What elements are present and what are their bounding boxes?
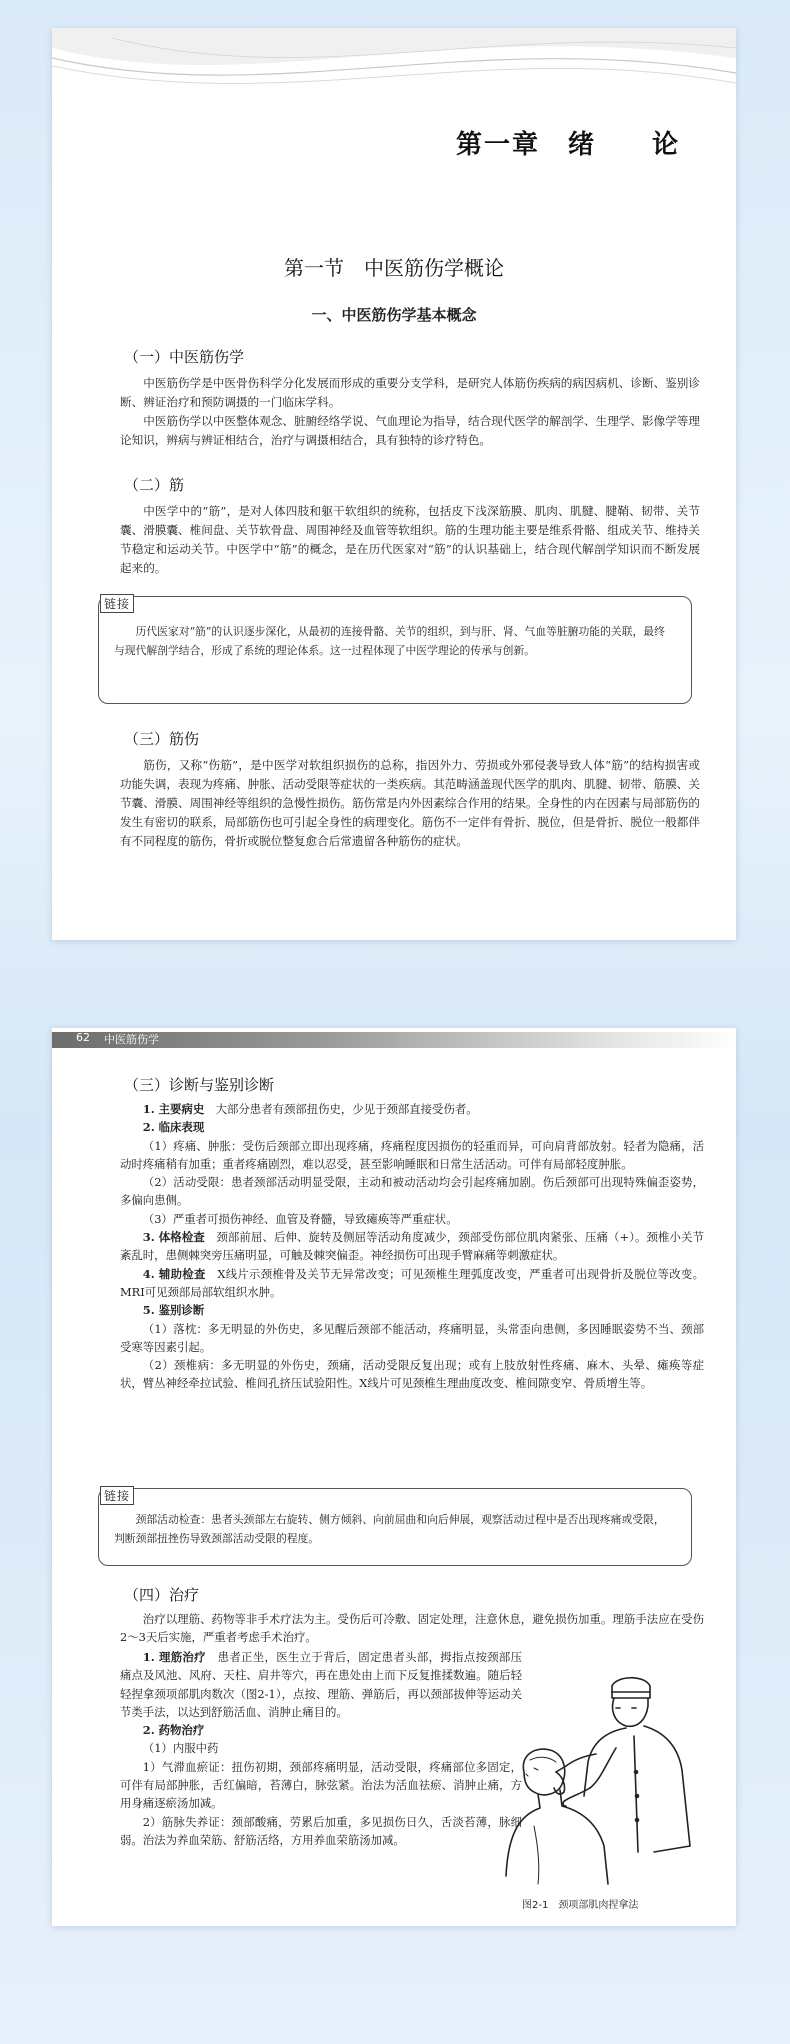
heading-treatment: （四）治疗 [124,1586,200,1604]
treatment-content [120,1648,522,1849]
paragraph-text: 治疗以理筋、药物等非手术疗法为主。受伤后可冷敷、固定处理，注意休息，避免损伤加重。理筋手法应在受伤2～3天后实施，严重者考虑手术治疗。 [120,1612,704,1645]
heading-diagnosis: （三）诊断与鉴别诊断 [124,1076,275,1094]
paragraph-text: （1）落枕：多无明显的外伤史，多见醒后颈部不能活动，疼痛明显，头常歪向患侧，多因睡眠姿势不当、颈部受寒等因素引起。 [120,1321,704,1354]
list-item [120,1265,704,1302]
link-text: 颈部活动检查：患者头颈部左右旋转、侧方倾斜、向前屈曲和向后伸展，观察活动过程中是否出现疼痛或受限，判断颈部扭挫伤导致颈部活动受限的程度。 [114,1513,665,1545]
paragraph-text: （3）严重者可损伤神经、血管及脊髓，导致瘫痪等严重症状。 [142,1211,458,1226]
list-item [120,1100,704,1118]
paragraph-text: 筋伤，又称“伤筋”，是中医学对软组织损伤的总称，指因外力、劳损或外邪侵袭导致人体“筋”的结构损害或功能失调，表现为疼痛、肿胀、活动受限等症状的一类疾病。其范畴涵盖现代医学的肌肉、肌腱、韧带、筋膜、关节囊、滑膜、周围神经等组织的急慢性损伤。筋伤常是内外因素综合作用的结果。全身性的内在因素与局部筋伤的发生有密切的联系，局部筋伤也可引起全身性的病理变化。筋伤不一定伴有骨折、脱位，但是骨折、脱位一般都伴有不同程度的筋伤，骨折或脱位整复愈合后常遗留各种筋伤的症状。 [120,758,700,848]
paragraph-text: 中医学中的“筋”，是对人体四肢和躯干软组织的统称，包括皮下浅深筋膜、肌肉、肌腱、腱鞘、韧带、关节囊、滑膜囊、椎间盘、关节软骨盘、周围神经及血管等软组织。筋的生理功能主要是维系骨骼、组成关节、维持关节稳定和运动关节。中医学中“筋”的概念，是在历代医家对“筋”的认识基础上，结合现代解剖学知识而不断发展起来的。 [120,504,700,575]
paragraph-text: 2）筋脉失养证：颈部酸痛，劳累后加重，多见损伤日久，舌淡苔薄，脉细弱。治法为养血荣筋、舒筋活络，方用养血荣筋汤加减。 [120,1814,522,1847]
item-text: X线片示颈椎骨及关节无异常改变；可见颈椎生理弧度改变，严重者可出现骨折及脱位等改变。MRI可见颈部局部软组织水肿。 [120,1266,704,1299]
paragraph-text: 1）气滞血瘀证：扭伤初期，颈部疼痛明显，活动受限，疼痛部位多固定，可伴有局部肿胀，舌红偏暗，苔薄白，脉弦紧。治法为活血祛瘀、消肿止痛，方用身痛逐瘀汤加减。 [120,1759,522,1811]
paragraph [120,374,700,450]
decorative-swoosh [52,28,736,108]
item-label: 3. 体格检查 [142,1230,205,1245]
link-tag: 链接 [100,1486,134,1505]
list-item [120,1648,522,1721]
book-page-2 [52,1028,736,1926]
paragraph-text: （1）内服中药 [142,1741,219,1756]
item-label: 1. 主要病史 [142,1102,205,1116]
item-label: 1. 理筋治疗 [142,1650,206,1664]
heading-tendon-injury: （三）筋伤 [124,730,200,748]
running-header: 中医筋伤学 [104,1033,159,1046]
item-text: 颈部前屈、后伸、旋转及侧屈等活动角度减少，颈部受伤部位肌肉紧张、压痛（+）。颈椎小关节紊乱时，患侧棘突旁压痛明显，可触及棘突偏歪。神经损伤可出现手臂麻痛等刺激症状。 [120,1230,704,1263]
diagnosis-content [120,1100,704,1393]
heading-tcm-tendon-injury: （一）中医筋伤学 [124,348,245,366]
figure-caption: 图2-1 颈项部肌肉捏拿法 [522,1900,639,1911]
book-page-1 [52,28,736,940]
item-label: 4. 辅助检查 [142,1266,206,1281]
section-title: 第一节 中医筋伤学概论 [284,256,504,280]
heading-tendon: （二）筋 [124,476,185,494]
item-label: 5. 鉴别诊断 [142,1303,205,1318]
subsection-title: 一、中医筋伤学基本概念 [311,306,477,324]
paragraph [120,756,700,851]
massage-illustration [504,1676,704,1886]
paragraph-text: （2）活动受限：患者颈部活动明显受限，主动和被动活动均会引起疼痛加剧。伤后颈部可出现特殊偏歪姿势，多偏向患侧。 [120,1175,704,1208]
link-tag: 链接 [100,594,134,613]
paragraph-text: 中医筋伤学以中医整体观念、脏腑经络学说、气血理论为指导，结合现代医学的解剖学、生理学、影像学等理论知识，辨病与辨证相结合，治疗与调摄相结合，具有独特的诊疗特色。 [120,414,700,447]
item-label: 2. 药物治疗 [142,1723,205,1738]
item-label: 2. 临床表现 [142,1120,205,1135]
chapter-title: 第一章 绪 论 [455,130,680,160]
paragraph-text: （1）疼痛、肿胀：受伤后颈部立即出现疼痛，疼痛程度因损伤的轻重而异，可向肩背部放射。轻者为隐痛，活动时疼痛稍有加重；重者疼痛剧烈，难以忍受，甚至影响睡眠和日常生活活动。可伴有局部轻度肿胀。 [120,1138,704,1171]
paragraph-text: （2）颈椎病：多无明显的外伤史，颈痛，活动受限反复出现；或有上肢放射性疼痛、麻木、头晕、瘫痪等症状，臂丛神经牵拉试验、椎间孔挤压试验阳性。X线片可见颈椎生理曲度改变、椎间隙变窄、骨质增生等。 [120,1358,704,1391]
item-text: 大部分患者有颈部扭伤史，少见于颈部直接受伤者。 [215,1102,478,1116]
page-number: 62 [76,1031,90,1044]
paragraph [120,502,700,578]
paragraph-text: 中医筋伤学是中医骨伤科学分化发展而形成的重要分支学科，是研究人体筋伤疾病的病因病机、诊断、鉴别诊断、辨证治疗和预防调摄的一门临床学科。 [120,376,700,409]
list-item [120,1228,704,1265]
item-text: 患者正坐，医生立于背后，固定患者头部，拇指点按颈部压痛点及风池、风府、天柱、肩井等穴，再在患处由上而下反复推揉数遍。随后轻轻捏拿颈项部肌肉数次（图2-1），点按、理筋、弹筋后，再以颈部拔伸等运动关节类手法，以达到舒筋活血、消肿止痛目的。 [120,1650,522,1719]
link-text: 历代医家对“筋”的认识逐步深化，从最初的连接骨骼、关节的组织，到与肝、肾、气血等脏腑功能的关联，最终与现代解剖学结合，形成了系统的理论体系。这一过程体现了中医学理论的传承与创新。 [114,625,665,657]
